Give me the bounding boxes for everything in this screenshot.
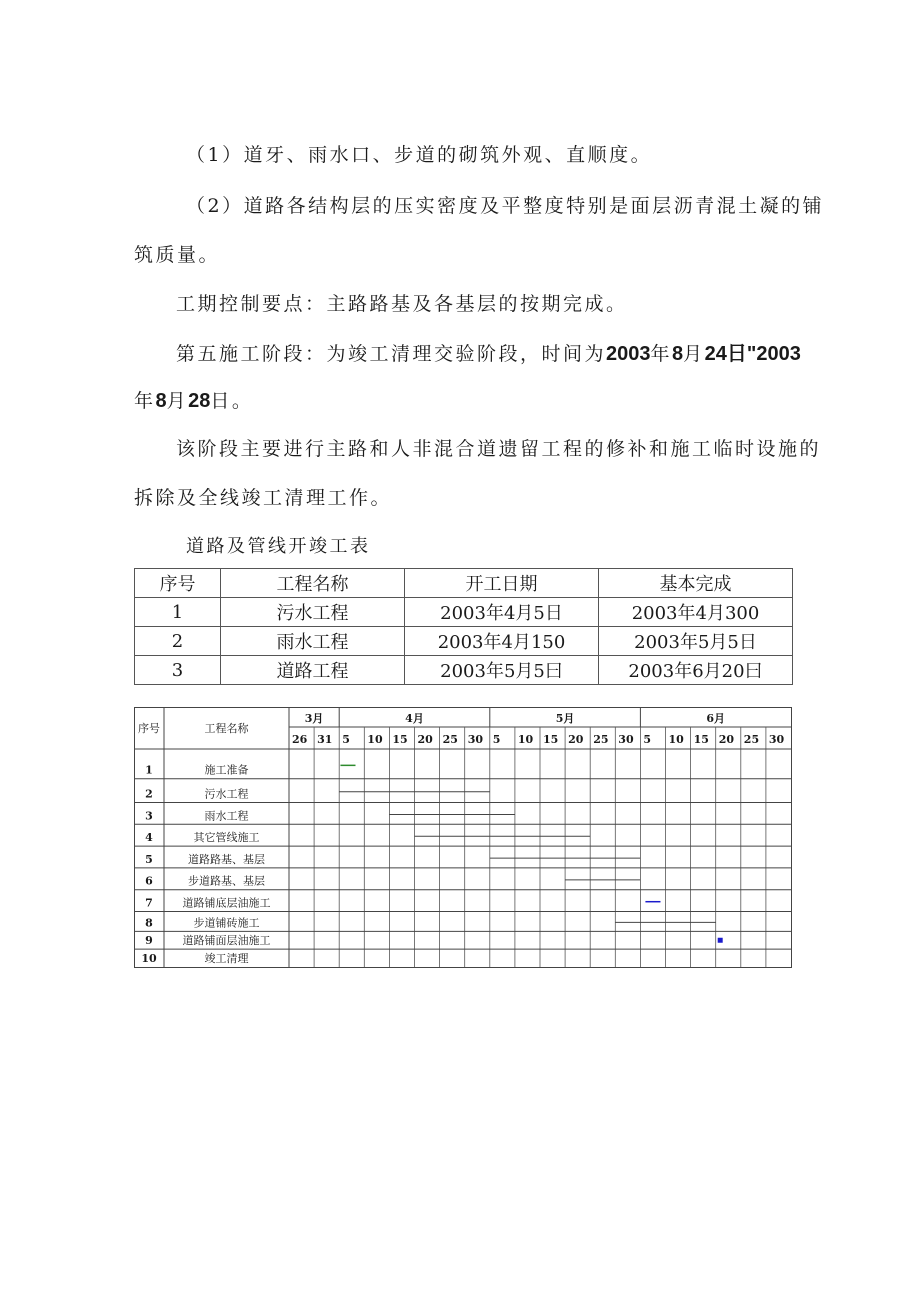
gantt-month-label: 4月 <box>405 712 424 725</box>
gantt-month-label: 5月 <box>555 712 575 725</box>
cell-seq: 2 <box>135 627 221 656</box>
phase5-day-start: 24 <box>704 343 727 365</box>
gantt-day-label: 15 <box>392 733 408 746</box>
schedule-table-header <box>135 569 793 598</box>
gantt-task-name: 道路铺底层油施工 <box>182 896 271 910</box>
cell-start: 2003年4月150 <box>405 627 599 656</box>
gantt-header-name: 工程名称 <box>204 722 249 735</box>
gantt-day-label: 20 <box>718 733 735 746</box>
paragraph-phase5-line1 <box>176 337 801 366</box>
gantt-task-no: 5 <box>145 852 153 866</box>
gantt-day-label: 25 <box>743 733 760 746</box>
gantt-task-name: 道路铺面层油施工 <box>182 934 271 948</box>
paragraph-schedule-control: 工期控制要点：主路路基及各基层的按期完成。 <box>176 293 628 315</box>
gantt-day-label: 5 <box>492 733 501 746</box>
gantt-task-name: 其它管线施工 <box>193 831 260 845</box>
gantt-day-label: 30 <box>768 733 785 746</box>
phase5-year-char-2: 年 <box>134 390 156 412</box>
gantt-day-label: 10 <box>668 733 684 746</box>
header-finish: 基本完成 <box>599 569 793 598</box>
gantt-month-label: 6月 <box>706 712 726 725</box>
gantt-task-no: 2 <box>145 787 153 801</box>
cell-seq: 1 <box>135 598 221 627</box>
gantt-task-no: 4 <box>145 831 153 845</box>
cell-start: 2003年5月5曰 <box>405 656 599 685</box>
table-row <box>135 627 793 656</box>
gantt-day-label: 31 <box>317 733 333 746</box>
gantt-task-marker <box>718 938 723 943</box>
gantt-day-label: 10 <box>367 733 383 746</box>
gantt-task-name: 道路路基、基层 <box>188 852 265 866</box>
gantt-task-name: 竣工清理 <box>204 952 249 965</box>
gantt-task-no: 9 <box>145 934 153 948</box>
schedule-table <box>134 568 793 685</box>
header-seq: 序号 <box>135 569 221 598</box>
gantt-day-label: 20 <box>568 733 584 746</box>
gantt-month-label: 3月 <box>304 712 324 725</box>
gantt-day-label: 5 <box>342 733 350 746</box>
gantt-day-label: 25 <box>593 733 609 746</box>
header-start: 开工日期 <box>405 569 599 598</box>
gantt-day-label: 10 <box>517 733 534 746</box>
table-caption: 道路及管线开竣工表 <box>186 536 371 557</box>
cell-seq: 3 <box>135 656 221 685</box>
gantt-day-label: 5 <box>643 733 652 746</box>
gantt-task-name: 步道铺砖施工 <box>193 916 260 930</box>
gantt-svg <box>134 707 792 969</box>
gantt-day-label: 20 <box>417 733 433 746</box>
gantt-header-seq: 序号 <box>138 722 160 735</box>
phase5-year-end: 日"2003 <box>726 343 801 365</box>
phase5-month-end: 8 <box>155 390 167 412</box>
phase5-day-char-2: 日。 <box>210 390 254 412</box>
gantt-task-no: 8 <box>145 916 153 930</box>
gantt-task-name: 步道路基、基层 <box>188 874 265 888</box>
paragraph-phase5-desc-line1: 该阶段主要进行主路和人非混合道遗留工程的修补和施工临时设施的 <box>176 438 822 460</box>
phase5-year-char: 年 <box>650 343 673 365</box>
phase5-month-start: 8 <box>672 343 684 365</box>
gantt-day-label: 15 <box>543 733 559 746</box>
gantt-chart <box>134 707 792 969</box>
gantt-day-label: 15 <box>693 733 709 746</box>
gantt-task-no: 3 <box>145 809 153 823</box>
phase5-day-end: 28 <box>188 390 211 412</box>
phase5-text: 第五施工阶段：为竣工清理交验阶段，时间为 <box>176 343 607 365</box>
gantt-task-no: 1 <box>145 763 153 777</box>
phase5-year-start: 2003 <box>606 343 651 365</box>
phase5-month-char: 月 <box>683 343 705 365</box>
gantt-day-label: 30 <box>467 733 484 746</box>
table-row <box>135 656 793 685</box>
gantt-task-no: 10 <box>141 952 157 965</box>
cell-name: 污水工程 <box>221 598 405 627</box>
paragraph-phase5-desc-line2: 拆除及全线竣工清理工作。 <box>134 487 393 509</box>
gantt-task-name: 污水工程 <box>204 787 249 801</box>
cell-finish: 2003年5月5日 <box>599 627 793 656</box>
cell-finish: 2003年6月20曰 <box>599 656 793 685</box>
cell-finish: 2003年4月300 <box>599 598 793 627</box>
paragraph-item-2-line1: （2）道路各结构层的压实密度及平整度特别是面层沥青混土凝的铺 <box>186 195 825 217</box>
gantt-day-label: 25 <box>442 733 458 746</box>
gantt-task-name: 施工准备 <box>204 763 249 777</box>
gantt-task-name: 雨水工程 <box>204 809 249 823</box>
paragraph-phase5-line2 <box>134 386 253 413</box>
table-row <box>135 598 793 627</box>
phase5-month-char-2: 月 <box>166 390 189 412</box>
paragraph-item-1: （1）道牙、雨水口、步道的砌筑外观、直顺度。 <box>186 144 653 166</box>
paragraph-item-2-line2: 筑质量。 <box>134 244 221 266</box>
gantt-day-label: 26 <box>292 733 308 746</box>
gantt-task-no: 6 <box>145 874 153 888</box>
cell-name: 道路工程 <box>221 656 405 685</box>
gantt-task-no: 7 <box>145 896 153 910</box>
header-name: 工程名称 <box>221 569 405 598</box>
gantt-day-label: 30 <box>618 733 634 746</box>
cell-start: 2003年4月5日 <box>405 598 599 627</box>
cell-name: 雨水工程 <box>221 627 405 656</box>
